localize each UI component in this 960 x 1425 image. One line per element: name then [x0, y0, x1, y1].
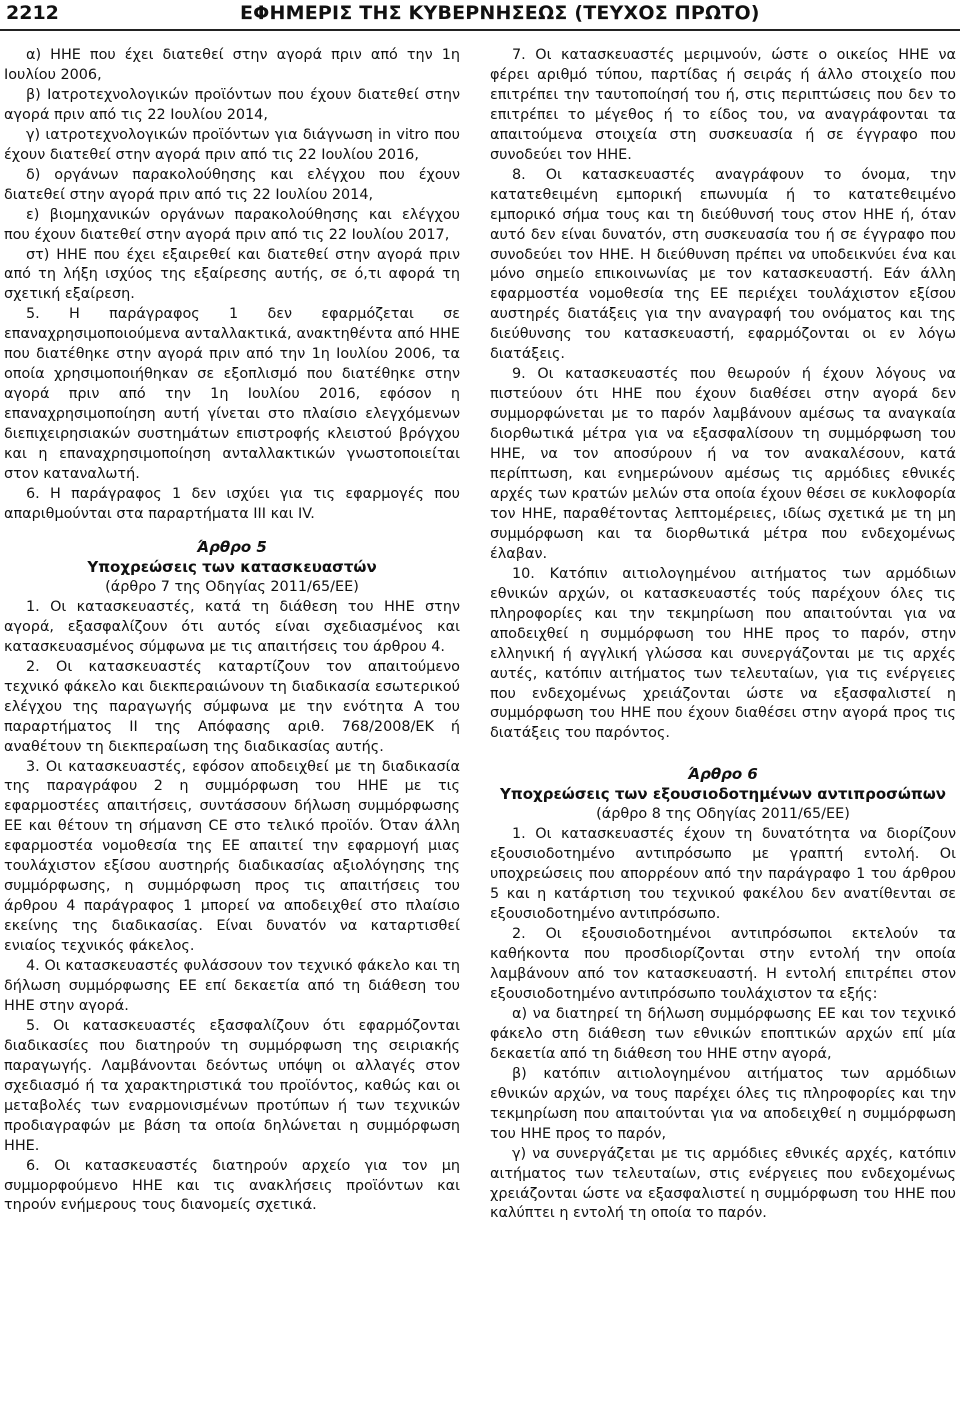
paragraph: 1. Οι κατασκευαστές έχουν τη δυνατότητα να διορίζουν εξουσιοδοτημένο αντιπρόσωπο με γραπτή εντολή. Οι υποχρεώσεις που απορρέουν από την παράγραφο 1 του άρθρου 5 και η κατάρτιση του τεχνικού φακέλου δεν ανατίθενται σε εξουσιοδοτημένο αντιπρόσωπο.	[490, 826, 956, 923]
paragraph: 7. Οι κατασκευαστές μεριμνούν, ώστε ο οικείος ΗΗΕ να φέρει αριθμό τύπου, παρτίδας ή σειράς ή άλλο στοιχείο που επιτρέπει την ταυτοποίησή του ή, στις περιπτώσεις που δεν το επιτρέπει το μέγεθος ή το είδος του, να αναγράφονται τα απαιτούμενα στοιχεία στη συσκευασία ή σε έγγραφο που συνοδεύει τον ΗΗΕ.	[490, 47, 956, 163]
article-reference: (άρθρο 7 της Οδηγίας 2011/65/ΕΕ)	[105, 578, 359, 595]
article-reference: (άρθρο 8 της Οδηγίας 2011/65/ΕΕ)	[596, 806, 850, 823]
paragraph: 8. Οι κατασκευαστές αναγράφουν το όνομα, την κατατεθειμένη εμπορική επωνυμία ή το κατατεθειμένο εμπορικό σήμα τους και τη διεύθυνσή τους στον ΗΗΕ ή, όταν αυτό δεν είναι δυνατόν, στη συσκευασία του ή σε έγγραφο που συνοδεύει τον ΗΗΕ. Η διεύθυνση πρέπει να υποδεικνύει ένα και μόνο σημείο επικοινωνίας με τον κατασκευαστή. Εάν άλλη εφαρμοστέα νομοθεσία της ΕΕ περιέχει τουλάχιστον εξίσου αυστηρές διατάξεις για την αναγραφή του ονόματος και της διεύθυνσης του κατασκευαστή, εφαρμόζονται οι εν λόγω διατάξεις.	[490, 166, 956, 363]
header-divider	[0, 29, 960, 31]
paragraph: 2. Οι κατασκευαστές καταρτίζουν τον απαιτούμενο τεχνικό φάκελο και διεκπεραιώνουν τη διαδικασία εσωτερικού ελέγχου της παραγωγής σύμφωνα με την ενότητα Α του παραρτήματος ΙΙ της Απόφασης αριθ. 768/2008/ΕΚ ή αναθέτουν τη διεκπεραίωση της διαδικασίας αυτής.	[4, 658, 460, 755]
paragraph: 5. Η παράγραφος 1 δεν εφαρμόζεται σε επαναχρησιμοποιούμενα ανταλλακτικά, ανακτηθέντα από ΗΗΕ που διατέθηκε στην αγορά πριν από την 1η Ιουλίου 2006, τα οποία χρησιμοποιήθηκαν σε εξοπλισμό που διατέθηκε στην αγορά πριν από την 1η Ιουλίου 2016, εφόσον η επαναχρησιμοποίηση αυτή γίνεται στο πλαίσιο ελεγχόμενων διεπιχειρησιακών συστημάτων επιστροφής κλειστού βρόγχου και η επαναχρησιμοποίηση ανταλλακτικών γνωστοποιείται στον καταναλωτή.	[4, 306, 460, 483]
paragraph: 6. Η παράγραφος 1 δεν ισχύει για τις εφαρμογές που απαριθμούνται στα παραρτήματα III και IV.	[4, 485, 460, 522]
paragraph: 5. Οι κατασκευαστές εξασφαλίζουν ότι εφαρμόζονται διαδικασίες που διατηρούν τη συμμόρφωση της σειριακής παραγωγής. Λαμβάνονται δεόντως υπόψη οι αλλαγές στον σχεδιασμό ή τα χαρακτηριστικά του προϊόντος, καθώς και οι μεταβολές των εναρμονισμένων προτύπων ή των τεχνικών προδιαγραφών με βάση τα οποία δηλώνεται η συμμόρφωση ΗΗΕ.	[4, 1017, 460, 1154]
article-number: Άρθρο 6	[688, 765, 758, 784]
paragraph: στ) ΗΗΕ που έχει εξαιρεθεί και διατεθεί στην αγορά πριν από τη λήξη ισχύος της εξαίρεσης αυτής, σε ό,τι αφορά τη σχετική εξαίρεση.	[4, 246, 460, 303]
paragraph: ε) βιομηχανικών οργάνων παρακολούθησης και ελέγχου που έχουν διατεθεί στην αγορά πριν από τις 22 Ιουλίου 2017,	[4, 206, 460, 243]
paragraph: 9. Οι κατασκευαστές που θεωρούν ή έχουν λόγους να πιστεύουν ότι ΗΗΕ που έχουν διαθέσει στην αγορά δεν συμμορφώνεται με το παρόν λαμβάνουν αμέσως τα αναγκαία διορθωτικά μέτρα για να εξασφαλίσουν τη συμμόρφωση του ΗΗΕ, να τον αποσύρουν ή να τον ανακαλέσουν, κατά περίπτωση, και ενημερώνουν αμέσως τις αρμόδιες εθνικές αρχές των κρατών μελών στα οποία έχουν θέσει σε κυκλοφορία τον ΗΗΕ, παραθέτοντας λεπτομέρειες, ιδίως σχετικά με τη μη συμμόρφωση και τα διορθωτικά μέτρα που ενδεχομένως έλαβαν.	[490, 366, 956, 562]
page-number: 2212	[6, 2, 59, 24]
paragraph: γ) να συνεργάζεται με τις αρμόδιες εθνικές αρχές, κατόπιν αιτήματος των τελευταίων, στις ενέργειες που ενδεχομένως χρειάζονται ώστε να εξασφαλιστεί η συμμόρφωση του ΗΗΕ που καλύπτει η εντολή τη οποία το παρόν.	[490, 1145, 956, 1222]
paragraph: 10. Κατόπιν αιτιολογημένου αιτήματος των αρμόδιων εθνικών αρχών, οι κατασκευαστές τούς παρέχουν όλες τις πληροφορίες και την τεκμηρίωση που απαιτούνται για να αποδειχθεί η συμμόρφωση του ΗΗΕ προς το παρόν, στην ελληνική ή αγγλική γλώσσα και συνεργάζονται με τις αρχές αυτές, κατόπιν αιτήματος των τελευταίων, για τις ενέργειες που ενδεχομένως χρειάζονται ώστε να εξασφαλιστεί η συμμόρφωση του ΗΗΕ που έχουν διαθέσει στην αγορά προς τις διατάξεις του παρόντος.	[490, 565, 956, 742]
paragraph: 4. Οι κατασκευαστές φυλάσσουν τον τεχνικό φάκελο και τη δήλωση συμμόρφωσης ΕΕ επί δεκαετία από τη διάθεση του ΗΗΕ στην αγορά.	[4, 958, 460, 1014]
paragraph: γ) ιατροτεχνολογικών προϊόντων για διάγνωση in vitro που έχουν διατεθεί στην αγορά πριν από τις 22 Ιουλίου 2016,	[4, 126, 460, 163]
paragraph: β) Ιατροτεχνολογικών προϊόντων που έχουν διατεθεί στην αγορά πριν από τις 22 Ιουλίου 2014,	[4, 86, 460, 123]
paragraph: 1. Οι κατασκευαστές, κατά τη διάθεση του ΗΗΕ στην αγορά, εξασφαλίζουν ότι αυτός είναι σχεδιασμένος και κατασκευασμένος σύμφωνα με τις απαιτήσεις του άρθρου 4.	[4, 598, 460, 655]
paragraph: β) κατόπιν αιτιολογημένου αιτήματος των αρμόδιων εθνικών αρχών, να τους παρέχει όλες τις πληροφορίες και την τεκμηρίωση που απαιτούνται για να αποδειχθεί η συμμόρφωση του ΗΗΕ προς το παρόν,	[490, 1065, 956, 1142]
paragraph: δ) οργάνων παρακολούθησης και ελέγχου που έχουν διατεθεί στην αγορά πριν από τις 22 Ιουλίου 2014,	[4, 166, 460, 203]
left-column	[4, 46, 460, 1216]
paragraph: α) να διατηρεί τη δήλωση συμμόρφωσης ΕΕ και τον τεχνικό φάκελο στη διάθεση των εθνικών εποπτικών αρχών επί μία δεκαετία από τη διάθεση του ΗΗΕ στην αγορά,	[490, 1005, 956, 1062]
paragraph: α) ΗΗΕ που έχει διατεθεί στην αγορά πριν από την 1η Ιουλίου 2006,	[4, 47, 460, 83]
page-header	[0, 0, 960, 30]
article-title: Υποχρεώσεις των εξουσιοδοτημένων αντιπροσώπων	[500, 785, 946, 804]
paragraph: 6. Οι κατασκευαστές διατηρούν αρχείο για τον μη συμμορφούμενο ΗΗΕ και τις ανακλήσεις προϊόντων και τηρούν ενήμερους τους διανομείς σχετικά.	[4, 1157, 460, 1214]
paragraph: 2. Οι εξουσιοδοτημένοι αντιπρόσωποι εκτελούν τα καθήκοντα που προσδιορίζονται στην εντολή την οποία λαμβάνουν από τον κατασκευαστή. Η εντολή επιτρέπει στον εξουσιοδοτημένο αντιπρόσωπο τουλάχιστον τα εξής:	[490, 926, 956, 1002]
gazette-title: ΕΦΗΜΕΡΙΣ ΤΗΣ ΚΥΒΕΡΝΗΣΕΩΣ (ΤΕΥΧΟΣ ΠΡΩΤΟ)	[240, 2, 760, 24]
article-number: Άρθρο 5	[197, 537, 267, 556]
article-title: Υποχρεώσεις των κατασκευαστών	[87, 557, 377, 576]
right-column	[490, 46, 956, 1224]
paragraph: 3. Οι κατασκευαστές, εφόσον αποδειχθεί με τη διαδικασία της παραγράφου 2 η συμμόρφωση του ΗΗΕ με τις εφαρμοστέες απαιτήσεις, συντάσσουν δήλωση συμμόρφωσης ΕΕ και θέτουν τη σήμανση CE στο τελικό προϊόν. Όταν άλλη εφαρμοστέα νομοθεσία της ΕΕ απαιτεί την εφαρμογή μιας τουλάχιστον εξίσου αυστηρής διαδικασίας αξιολόγησης της συμμόρφωσης, η συμμόρφωση προς τις απαιτήσεις του άρθρου 4 παράγραφος 1 μπορεί να αποδειχθεί στο πλαίσιο εκείνης της διαδικασίας. Είναι δυνατόν να καταρτισθεί ενιαίος τεχνικός φάκελος.	[4, 758, 460, 955]
